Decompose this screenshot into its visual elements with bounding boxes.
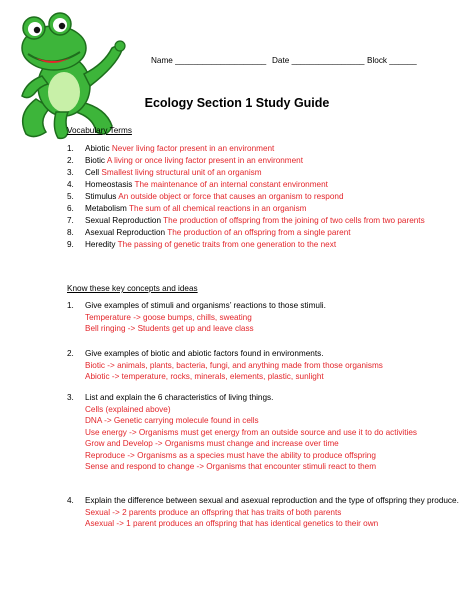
vocab-item xyxy=(67,167,467,179)
concepts-heading: Know these key concepts and ideas xyxy=(67,284,198,293)
vocab-term: Heredity xyxy=(85,240,116,249)
vocab-heading: Vocabulary Terms xyxy=(67,126,132,135)
vocab-definition: A living or once living factor present in an environment xyxy=(106,156,304,165)
vocab-term: Homeostasis xyxy=(85,180,133,189)
date-field: Date ________________ xyxy=(272,56,365,65)
vocab-term: Cell xyxy=(85,168,100,177)
vocab-number: 8. xyxy=(67,228,74,237)
vocab-list xyxy=(67,143,467,251)
vocab-definition: Never living factor present in an environment xyxy=(111,144,275,153)
vocab-number: 3. xyxy=(67,168,74,177)
answer-line: Use energy -> Organisms must get energy from an outside source and use it to do activities xyxy=(85,427,417,437)
vocab-item xyxy=(67,179,467,191)
vocab-definition: The production of an offspring from a single parent xyxy=(167,228,351,237)
vocab-definition: Smallest living structural unit of an organism xyxy=(101,168,262,177)
question-text: Explain the difference between sexual and asexual reproduction and the type of offspring they produce. xyxy=(85,496,459,505)
question-4: 4. Explain the difference between sexual and asexual reproduction and the type of offspring they produce. Sexual -> 2 parents produce an offspring that has traits of both parents Asexual -> 1 parent produces an offspring that has identical genetics to their own xyxy=(67,495,462,530)
answer-line: Cells (explained above) xyxy=(85,404,171,414)
block-field: Block ______ xyxy=(367,56,417,65)
vocab-term: Asexual Reproduction xyxy=(85,228,166,237)
answer-line: Asexual -> 1 parent produces an offspring that has identical genetics to their own xyxy=(85,519,379,528)
vocab-term: Biotic xyxy=(85,156,106,165)
vocab-number: 4. xyxy=(67,180,74,189)
answer-line: Abiotic -> temperature, rocks, minerals, elements, plastic, sunlight xyxy=(85,372,324,381)
answer-line: Biotic -> animals, plants, bacteria, fungi, and anything made from those organisms xyxy=(85,360,383,370)
question-3: 3. List and explain the 6 characteristics of living things. Cells (explained above) DNA -> Genetic carrying molecule found in cells Use energy -> Organisms must get energy from an outside source and use it to do activities Grow and Develop -> Organisms must change and increase over time Reproduce -> Organisms as a species must have the ability to produce offspring Sense and respond to change -> Organisms that encounter stimuli react to them xyxy=(67,392,462,473)
question-1: 1. Give examples of stimuli and organisms’ reactions to those stimuli. Temperature -> goose bumps, chills, sweating Bell ringing -> Students get up and leave class xyxy=(67,300,462,335)
vocab-number: 6. xyxy=(67,204,74,213)
vocab-number: 2. xyxy=(67,156,74,165)
page-title: Ecology Section 1 Study Guide xyxy=(144,96,330,110)
question-text: List and explain the 6 characteristics of living things. xyxy=(85,393,274,402)
vocab-definition: The sum of all chemical reactions in an organism xyxy=(129,204,307,213)
answer-line: Grow and Develop -> Organisms must change and increase over time xyxy=(85,439,339,448)
question-2: 2. Give examples of biotic and abiotic factors found in environments. Biotic -> animals, plants, bacteria, fungi, and anything made from those organisms Abiotic -> temperature, rocks, minerals, elements, plastic, sunlight xyxy=(67,348,462,383)
answer-line: DNA -> Genetic carrying molecule found in cells xyxy=(85,416,259,425)
vocab-term: Sexual Reproduction xyxy=(85,216,162,225)
question-text: Give examples of biotic and abiotic factors found in environments. xyxy=(85,349,324,358)
vocab-term: Stimulus xyxy=(85,192,117,201)
vocab-item xyxy=(67,191,467,203)
answer-line: Sexual -> 2 parents produce an offspring that has traits of both parents xyxy=(85,507,342,517)
vocab-item xyxy=(67,203,467,215)
vocab-number: 7. xyxy=(67,216,74,225)
vocab-number: 1. xyxy=(67,144,74,153)
name-field: Name ____________________ xyxy=(151,56,267,65)
vocab-number: 5. xyxy=(67,192,74,201)
frog-icon xyxy=(6,4,134,142)
vocab-definition: An outside object or force that causes an organism to respond xyxy=(118,192,344,201)
vocab-definition: The passing of genetic traits from one generation to the next xyxy=(117,240,337,249)
answer-line: Temperature -> goose bumps, chills, sweating xyxy=(85,312,252,322)
vocab-item xyxy=(67,227,467,239)
vocab-term: Metabolism xyxy=(85,204,127,213)
vocab-definition: The production of offspring from the joining of two cells from two parents xyxy=(163,216,425,225)
vocab-item xyxy=(67,155,467,167)
answer-line: Sense and respond to change -> Organisms that encounter stimuli react to them xyxy=(85,462,377,471)
vocab-number: 9. xyxy=(67,240,74,249)
vocab-item xyxy=(67,215,467,227)
answer-line: Reproduce -> Organisms as a species must have the ability to produce offspring xyxy=(85,450,376,460)
question-text: Give examples of stimuli and organisms’ reactions to those stimuli. xyxy=(85,301,326,310)
answer-line: Bell ringing -> Students get up and leave class xyxy=(85,324,254,333)
vocab-item xyxy=(67,143,467,155)
vocab-item xyxy=(67,239,467,251)
vocab-term: Abiotic xyxy=(85,144,110,153)
vocab-definition: The maintenance of an internal constant environment xyxy=(134,180,328,189)
